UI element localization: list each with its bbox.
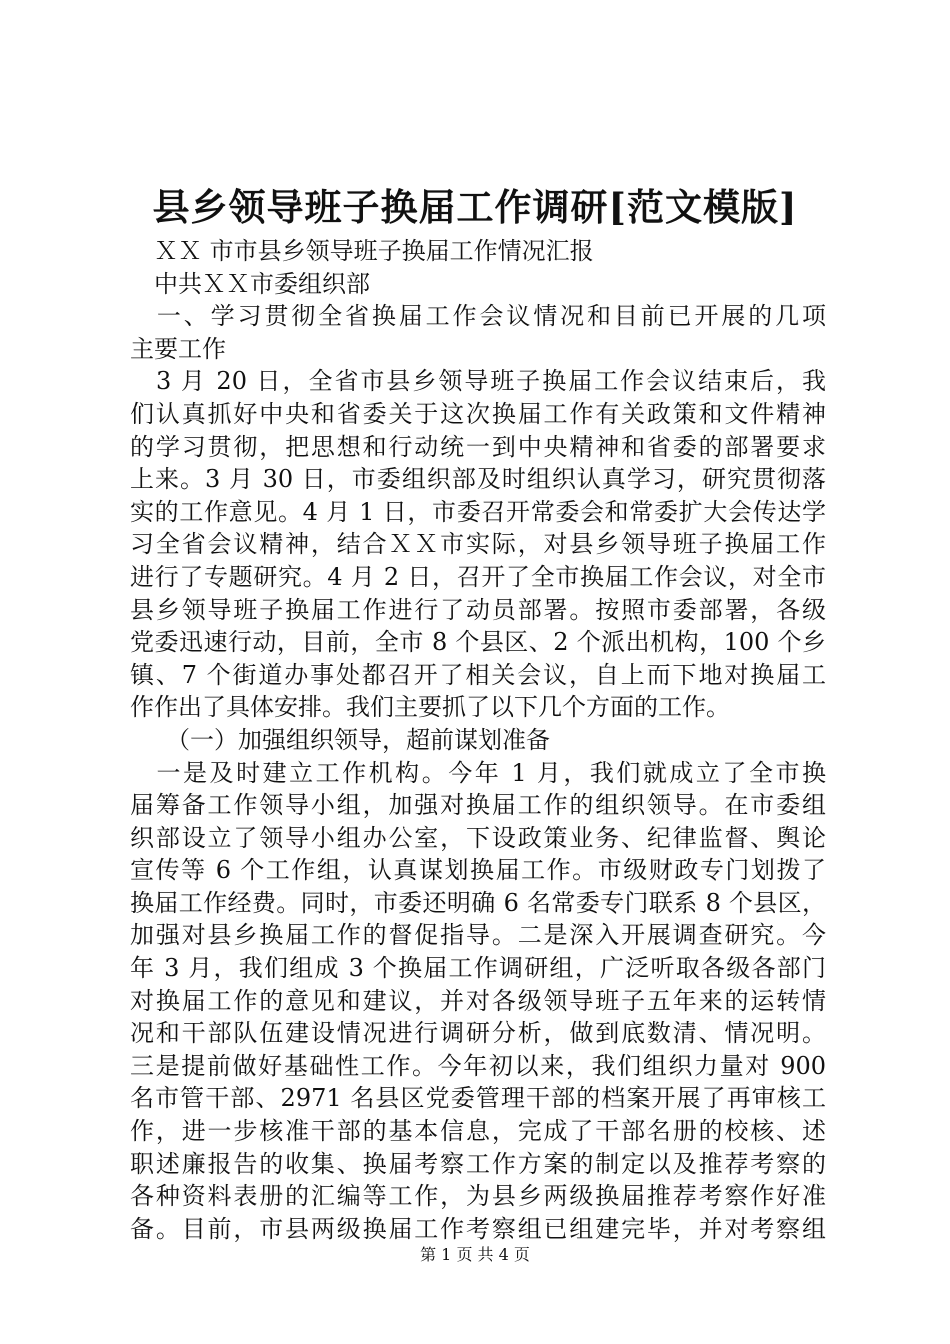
body-line: 宣传等 6 个工作组，认真谋划换届工作。市级财政专门划拨了 [130,856,826,885]
body-line: 实的工作意见。4 月 1 日，市委召开常委会和常委扩大会传达学 [130,497,826,526]
body-line: 作作出了具体安排。我们主要抓了以下几个方面的工作。 [130,693,730,722]
body-line: 一是及时建立工作机构。今年 1 月，我们就成立了全市换 [130,758,826,787]
body-line: 上来。3 月 30 日，市委组织部及时组织认真学习，研究贯彻落 [130,465,826,494]
page-footer: 第 1 页 共 4 页 [420,1245,530,1264]
body-line: 各种资料表册的汇编等工作，为县乡两级换届推荐考察作好准 [130,1182,826,1211]
body-line: 习全省会议精神，结合ＸＸ市实际，对县乡领导班子换届工作 [130,530,826,559]
body-line: 年 3 月，我们组成 3 个换届工作调研组，广泛听取各级各部门 [130,954,826,983]
body-line: 名市管干部、2971 名县区党委管理干部的档案开展了再审核工 [130,1084,826,1113]
body-line: 主要工作 [130,334,226,363]
body-line: 进行了专题研究。4 月 2 日，召开了全市换届工作会议，对全市 [130,562,826,591]
body-line: 对换届工作的意见和建议，并对各级领导班子五年来的运转情 [130,986,826,1015]
body-line: 备。目前，市县两级换届工作考察组已组建完毕，并对考察组 [130,1214,826,1243]
body-line: ＸＸ 市市县乡领导班子换届工作情况汇报 [130,237,594,265]
body-line: 加强对县乡换届工作的督促指导。二是深入开展调查研究。今 [130,921,826,950]
body-line: 织部设立了领导小组办公室，下设政策业务、纪律监督、舆论 [130,823,826,852]
body-line: 况和干部队伍建设情况进行调研分析，做到底数清、情况明。 [130,1019,826,1048]
body-line: 三是提前做好基础性工作。今年初以来，我们组织力量对 900 [130,1051,826,1080]
body-line: 镇、7 个街道办事处都召开了相关会议，自上而下地对换届工 [130,660,826,689]
body-line: 们认真抓好中央和省委关于这次换届工作有关政策和文件精神 [130,399,826,428]
body-line: 届筹备工作领导小组，加强对换届工作的组织领导。在市委组 [130,791,826,820]
document-body [130,235,826,1245]
body-line: 的学习贯彻，把思想和行动统一到中央精神和省委的部署要求 [130,432,826,461]
body-line: 一、学习贯彻全省换届工作会议情况和目前已开展的几项 [130,302,826,331]
body-line: 党委迅速行动，目前，全市 8 个县区、2 个派出机构，100 个乡 [130,628,826,657]
body-line: （一）加强组织领导，超前谋划准备 [130,725,550,754]
body-line: 换届工作经费。同时，市委还明确 6 名常委专门联系 8 个县区， [130,888,826,917]
body-line: 中共ＸＸ市委组织部 [130,269,370,298]
body-line: 作，进一步核准干部的基本信息，完成了干部名册的校核、述 [130,1117,826,1146]
body-line: 职述廉报告的收集、换届考察工作方案的制定以及推荐考察的 [130,1149,826,1178]
body-line: 3 月 20 日，全省市县乡领导班子换届工作会议结束后，我 [130,367,826,396]
body-line: 县乡领导班子换届工作进行了动员部署。按照市委部署，各级 [130,595,826,624]
document-title: 县乡领导班子换届工作调研[范文模版] [152,185,798,229]
